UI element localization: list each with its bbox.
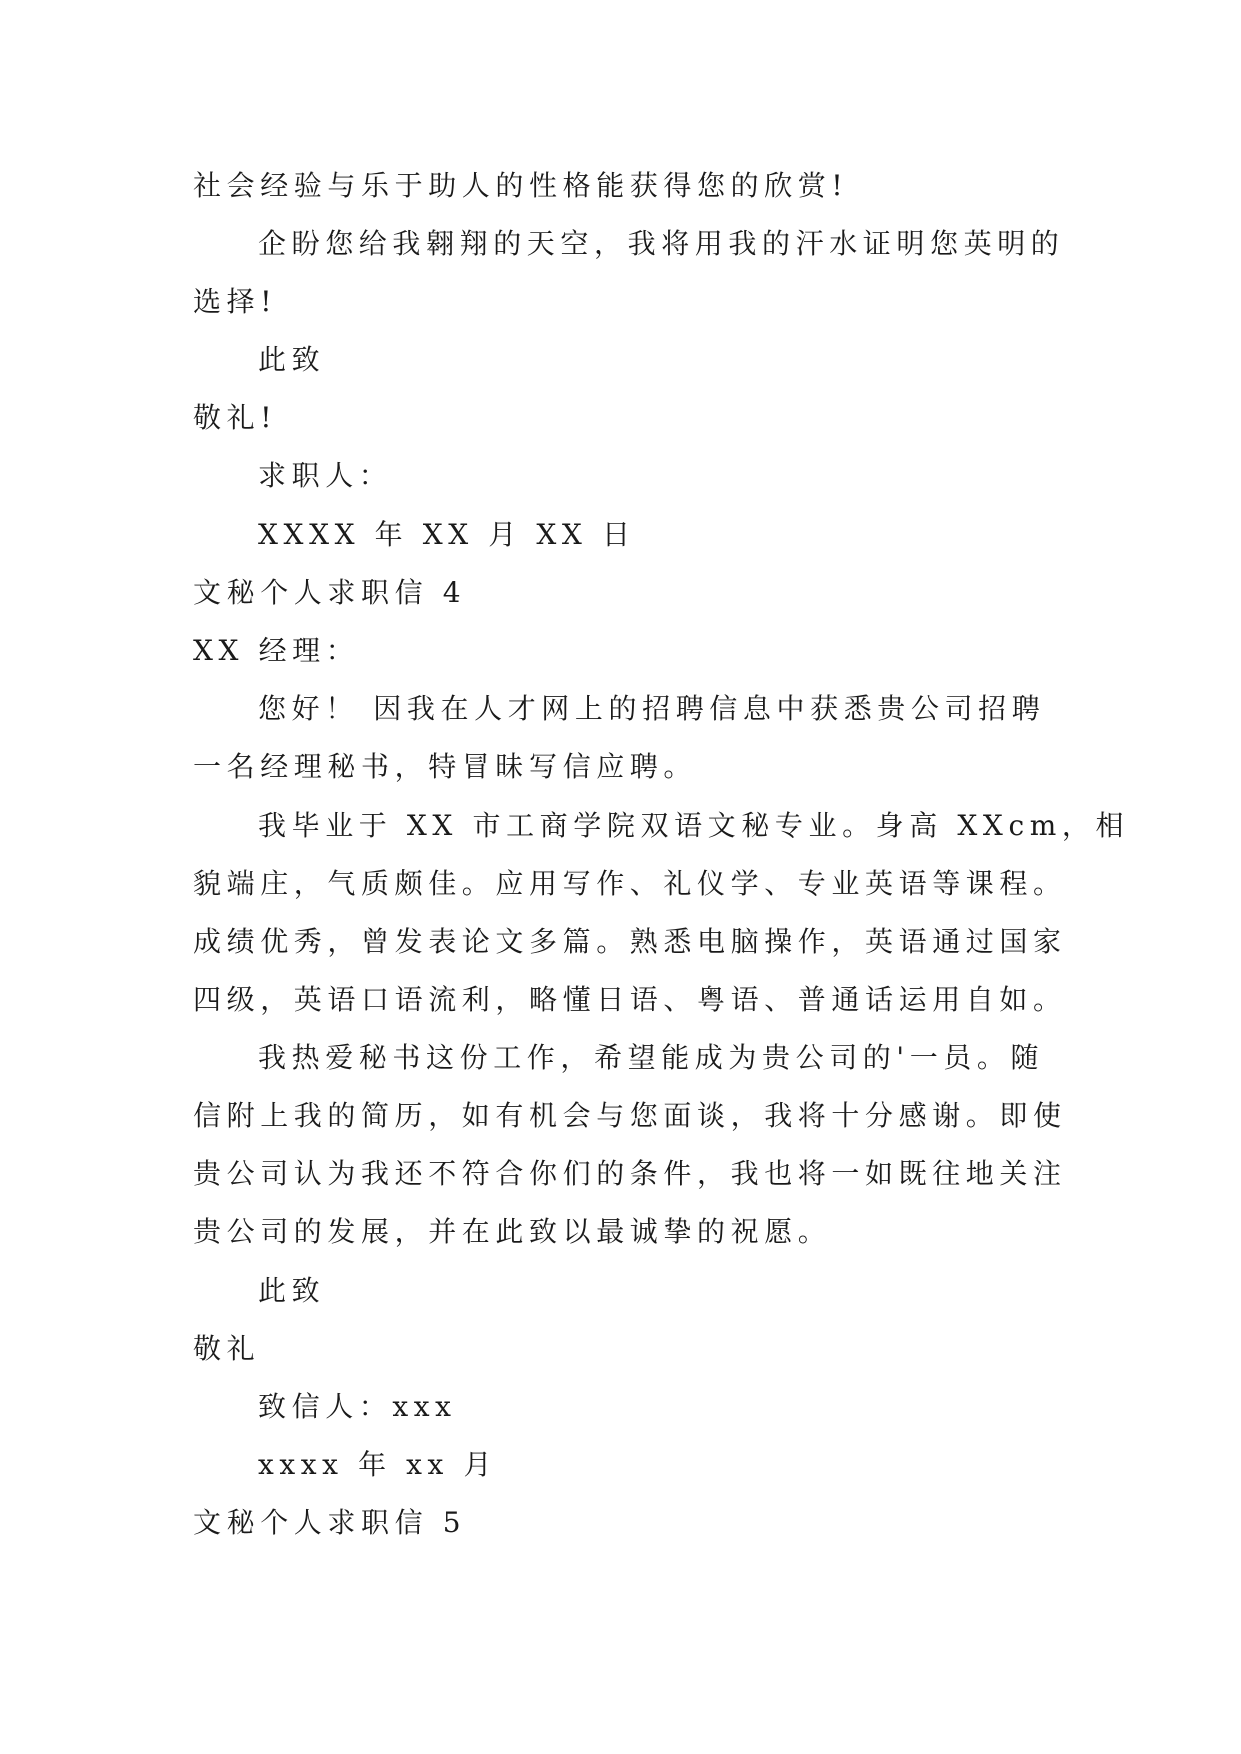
signature-date: xxxx 年 xx 月 [258, 1448, 498, 1481]
closing-regards: 敬礼 [193, 1332, 261, 1365]
text-line: 企盼您给我翱翔的天空，我将用我的汗水证明您英明的 [258, 227, 1065, 260]
text-line: 成绩优秀，曾发表论文多篇。熟悉电脑操作，英语通过国家 [193, 925, 1067, 958]
signature-label: 求职人： [258, 459, 393, 492]
closing-salutation: 此致 [258, 1274, 326, 1307]
text-line: 貌端庄，气质颇佳。应用写作、礼仪学、专业英语等课程。 [193, 867, 1067, 900]
text-line: 您好！ 因我在人才网上的招聘信息中获悉贵公司招聘 [258, 692, 1046, 725]
text-line: 信附上我的简历，如有机会与您面谈，我将十分感谢。即使 [193, 1099, 1067, 1132]
letter-greeting: XX 经理： [193, 634, 360, 667]
text-line: 我毕业于 XX 市工商学院双语文秘专业。身高 XXcm，相 [258, 809, 1130, 842]
closing-regards: 敬礼! [193, 401, 278, 434]
text-line: 贵公司认为我还不符合你们的条件，我也将一如既往地关注 [193, 1157, 1067, 1190]
section-heading: 文秘个人求职信 4 [193, 576, 467, 609]
text-line: 四级，英语口语流利，略懂日语、粤语、普通话运用自如。 [193, 983, 1067, 1016]
text-line: 社会经验与乐于助人的性格能获得您的欣赏! [193, 169, 849, 202]
closing-salutation: 此致 [258, 343, 326, 376]
signature-date: XXXX 年 XX 月 XX 日 [258, 518, 636, 551]
text-line: 选择! [193, 285, 278, 318]
text-line: 我热爱秘书这份工作，希望能成为贵公司的'一员。随 [258, 1041, 1045, 1074]
text-line: 贵公司的发展，并在此致以最诚挚的祝愿。 [193, 1215, 832, 1248]
text-line: 一名经理秘书，特冒昧写信应聘。 [193, 750, 698, 783]
signature-label: 致信人：xxx [258, 1390, 457, 1423]
section-heading: 文秘个人求职信 5 [193, 1506, 467, 1539]
